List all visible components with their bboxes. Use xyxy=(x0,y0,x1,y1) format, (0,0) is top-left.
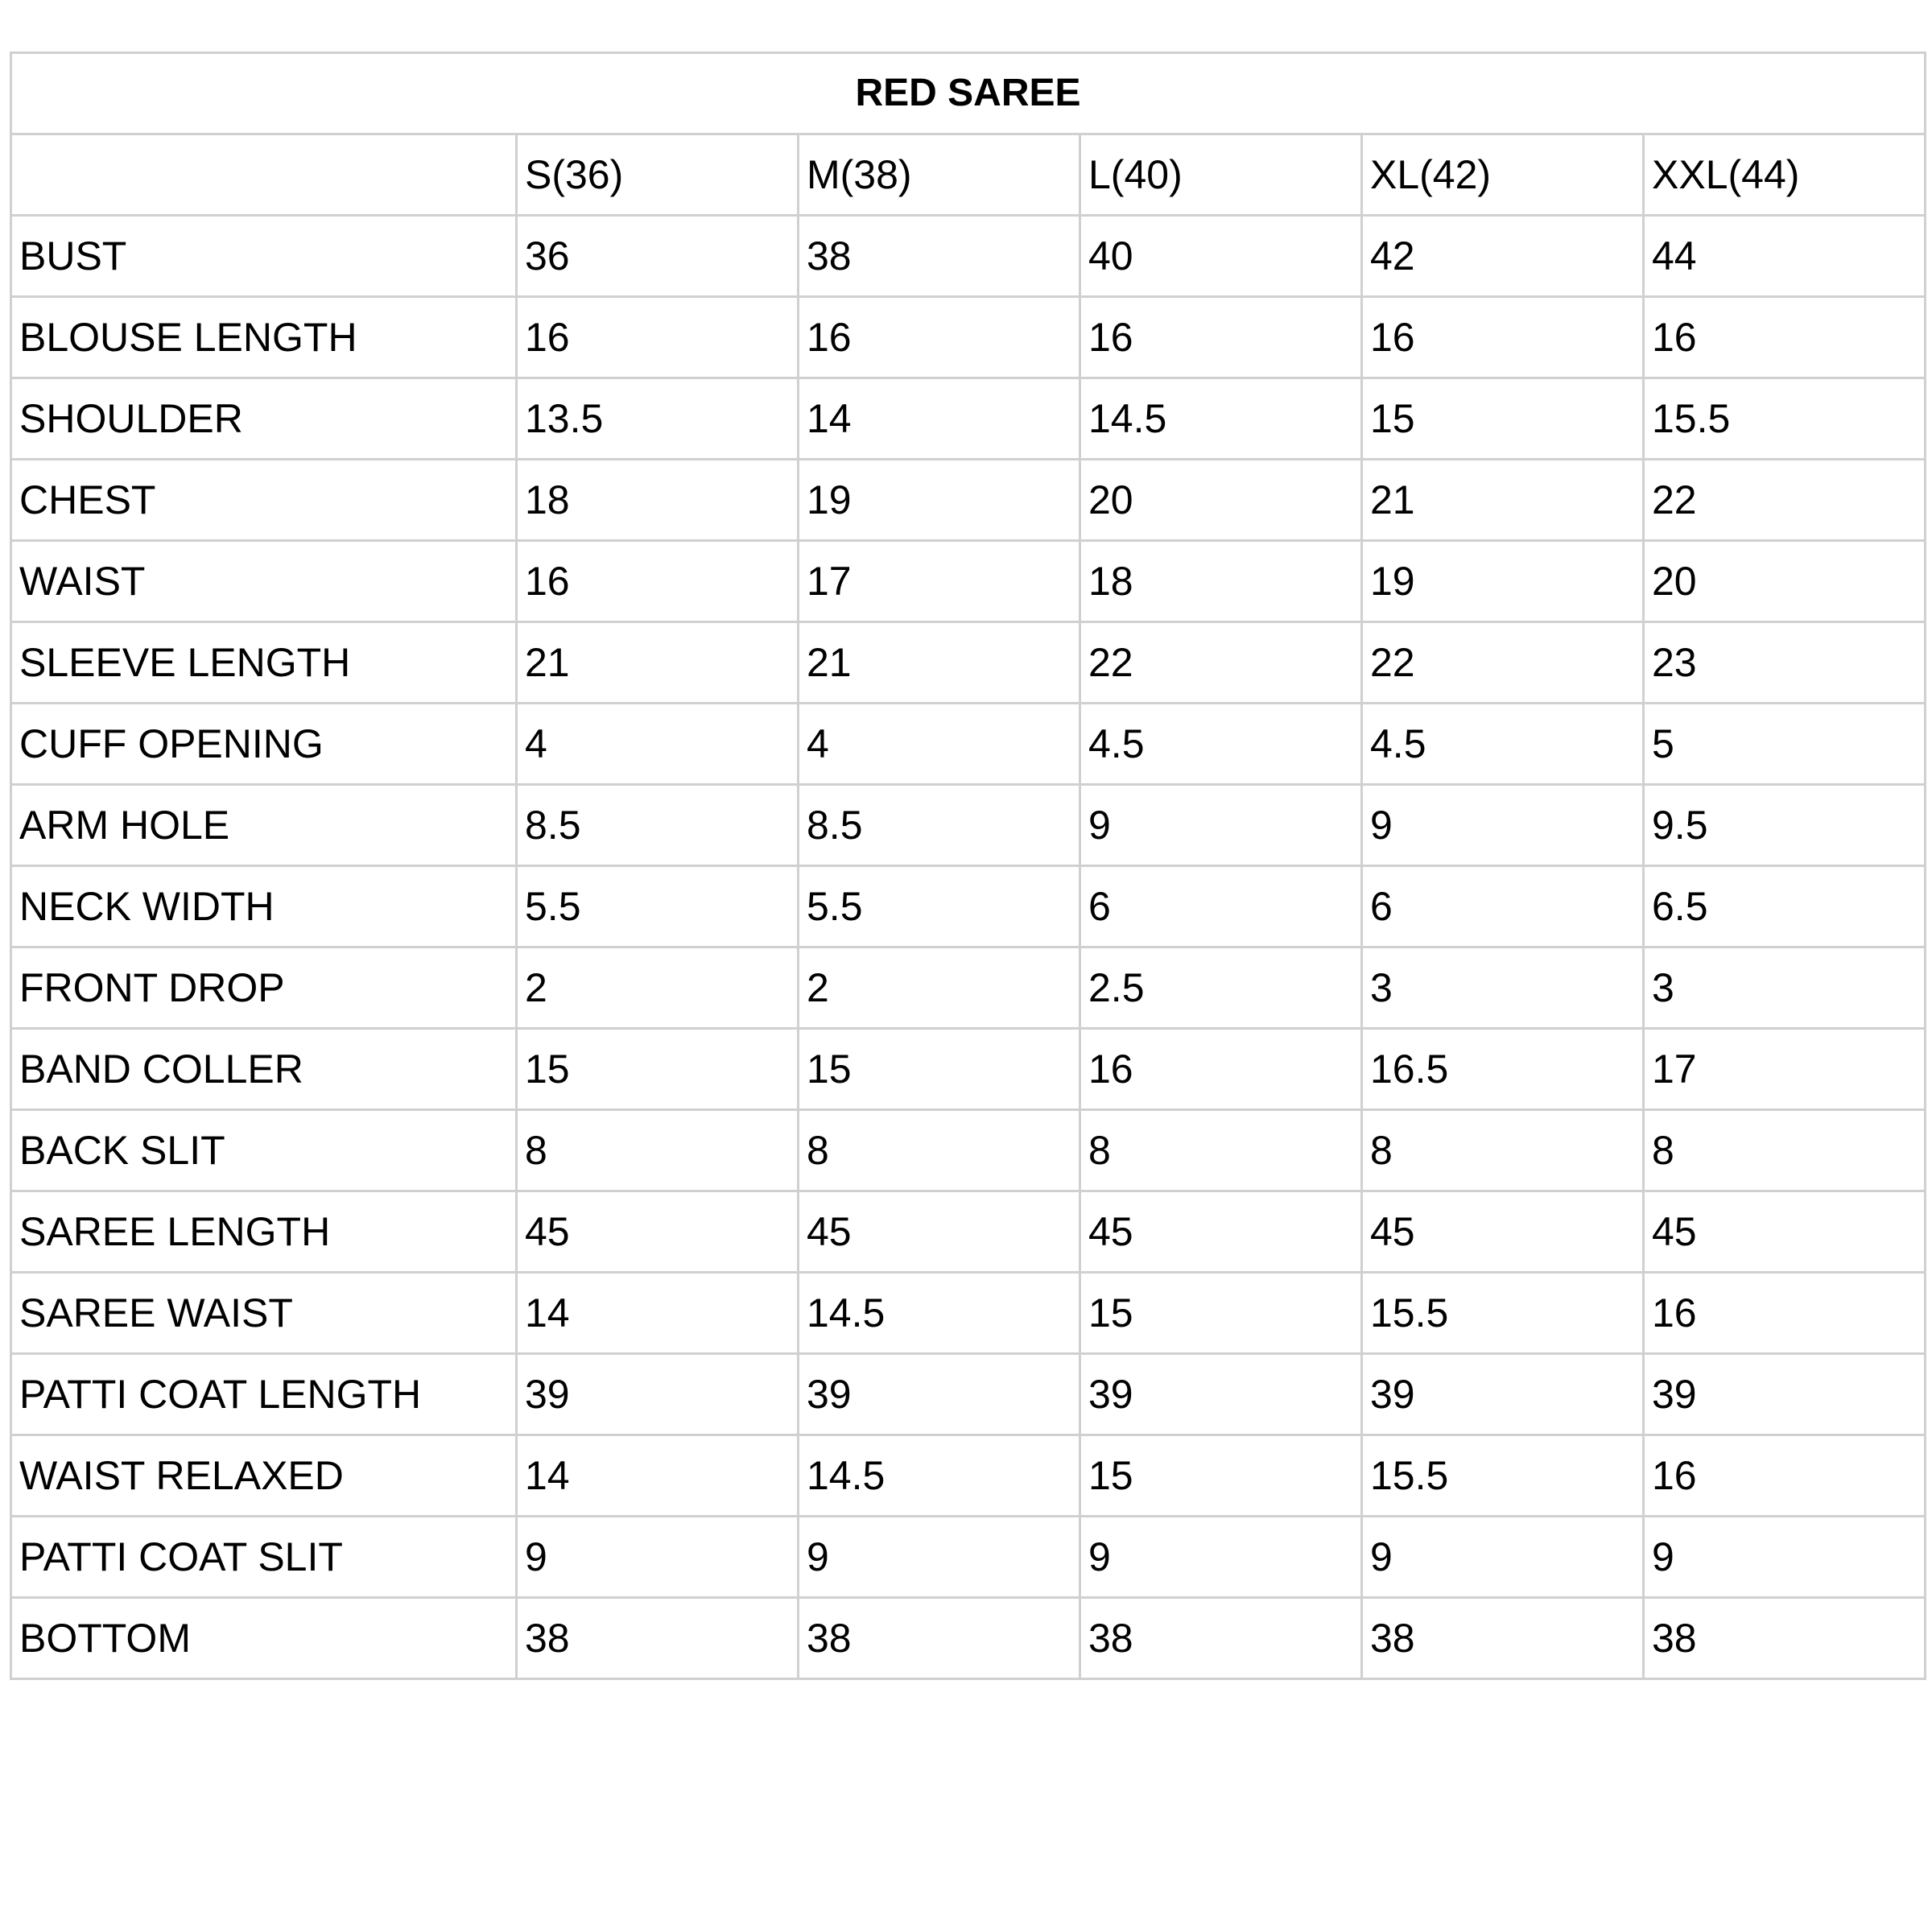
cell-value: 17 xyxy=(1644,1029,1926,1110)
header-cell-l: L(40) xyxy=(1080,134,1362,216)
cell-value: 15 xyxy=(1080,1435,1362,1517)
cell-value: 45 xyxy=(1644,1191,1926,1273)
cell-value: 16 xyxy=(1080,1029,1362,1110)
cell-value: 21 xyxy=(799,622,1080,704)
cell-value: 39 xyxy=(1080,1354,1362,1435)
cell-value: 9 xyxy=(1362,785,1644,866)
table-row xyxy=(11,460,1926,541)
cell-value: 19 xyxy=(1362,541,1644,622)
cell-value: 45 xyxy=(1362,1191,1644,1273)
cell-value: 36 xyxy=(517,216,799,297)
cell-value: 16 xyxy=(1644,1435,1926,1517)
cell-value: 15.5 xyxy=(1362,1273,1644,1354)
cell-value: 16 xyxy=(1644,1273,1926,1354)
cell-value: 3 xyxy=(1644,947,1926,1029)
size-chart-table xyxy=(10,52,1926,1680)
cell-value: 16 xyxy=(517,297,799,378)
cell-value: 2.5 xyxy=(1080,947,1362,1029)
cell-value: 14 xyxy=(517,1435,799,1517)
table-row xyxy=(11,947,1926,1029)
header-cell-xxl: XXL(44) xyxy=(1644,134,1926,216)
row-label: BAND COLLER xyxy=(11,1029,517,1110)
cell-value: 45 xyxy=(1080,1191,1362,1273)
cell-value: 9 xyxy=(1080,1517,1362,1598)
cell-value: 42 xyxy=(1362,216,1644,297)
row-label: SAREE WAIST xyxy=(11,1273,517,1354)
cell-value: 6.5 xyxy=(1644,866,1926,947)
row-label: FRONT DROP xyxy=(11,947,517,1029)
cell-value: 38 xyxy=(1362,1598,1644,1679)
cell-value: 15 xyxy=(799,1029,1080,1110)
cell-value: 20 xyxy=(1644,541,1926,622)
cell-value: 6 xyxy=(1080,866,1362,947)
cell-value: 21 xyxy=(517,622,799,704)
table-row xyxy=(11,866,1926,947)
cell-value: 16 xyxy=(517,541,799,622)
row-label: BACK SLIT xyxy=(11,1110,517,1191)
cell-value: 9 xyxy=(799,1517,1080,1598)
table-row xyxy=(11,1517,1926,1598)
row-label: SLEEVE LENGTH xyxy=(11,622,517,704)
header-cell-s: S(36) xyxy=(517,134,799,216)
header-cell-empty xyxy=(11,134,517,216)
table-row xyxy=(11,1191,1926,1273)
cell-value: 38 xyxy=(1644,1598,1926,1679)
cell-value: 16.5 xyxy=(1362,1029,1644,1110)
cell-value: 2 xyxy=(799,947,1080,1029)
cell-value: 5.5 xyxy=(517,866,799,947)
cell-value: 8 xyxy=(517,1110,799,1191)
cell-value: 39 xyxy=(799,1354,1080,1435)
table-row xyxy=(11,1110,1926,1191)
cell-value: 8.5 xyxy=(799,785,1080,866)
cell-value: 3 xyxy=(1362,947,1644,1029)
row-label: PATTI COAT SLIT xyxy=(11,1517,517,1598)
cell-value: 8 xyxy=(1644,1110,1926,1191)
row-label: BLOUSE LENGTH xyxy=(11,297,517,378)
cell-value: 13.5 xyxy=(517,378,799,460)
table-row xyxy=(11,785,1926,866)
cell-value: 38 xyxy=(1080,1598,1362,1679)
row-label: ARM HOLE xyxy=(11,785,517,866)
cell-value: 22 xyxy=(1362,622,1644,704)
cell-value: 9 xyxy=(517,1517,799,1598)
cell-value: 39 xyxy=(517,1354,799,1435)
cell-value: 9.5 xyxy=(1644,785,1926,866)
cell-value: 5 xyxy=(1644,704,1926,785)
table-row xyxy=(11,1029,1926,1110)
cell-value: 14 xyxy=(517,1273,799,1354)
table-row xyxy=(11,1598,1926,1679)
cell-value: 14 xyxy=(799,378,1080,460)
cell-value: 16 xyxy=(1362,297,1644,378)
cell-value: 14.5 xyxy=(1080,378,1362,460)
table-row xyxy=(11,216,1926,297)
cell-value: 9 xyxy=(1080,785,1362,866)
cell-value: 22 xyxy=(1644,460,1926,541)
cell-value: 20 xyxy=(1080,460,1362,541)
row-label: CUFF OPENING xyxy=(11,704,517,785)
row-label: BUST xyxy=(11,216,517,297)
cell-value: 18 xyxy=(1080,541,1362,622)
cell-value: 8 xyxy=(1362,1110,1644,1191)
header-cell-xl: XL(42) xyxy=(1362,134,1644,216)
cell-value: 45 xyxy=(799,1191,1080,1273)
cell-value: 4.5 xyxy=(1080,704,1362,785)
cell-value: 9 xyxy=(1644,1517,1926,1598)
cell-value: 8 xyxy=(799,1110,1080,1191)
cell-value: 17 xyxy=(799,541,1080,622)
cell-value: 4 xyxy=(799,704,1080,785)
cell-value: 5.5 xyxy=(799,866,1080,947)
cell-value: 22 xyxy=(1080,622,1362,704)
cell-value: 39 xyxy=(1362,1354,1644,1435)
title-row xyxy=(11,53,1926,134)
row-label: BOTTOM xyxy=(11,1598,517,1679)
cell-value: 15.5 xyxy=(1362,1435,1644,1517)
cell-value: 44 xyxy=(1644,216,1926,297)
cell-value: 16 xyxy=(799,297,1080,378)
table-row xyxy=(11,704,1926,785)
table-row xyxy=(11,297,1926,378)
cell-value: 4 xyxy=(517,704,799,785)
cell-value: 16 xyxy=(1644,297,1926,378)
row-label: NECK WIDTH xyxy=(11,866,517,947)
header-cell-m: M(38) xyxy=(799,134,1080,216)
cell-value: 16 xyxy=(1080,297,1362,378)
row-label: WAIST xyxy=(11,541,517,622)
table-row xyxy=(11,1273,1926,1354)
cell-value: 45 xyxy=(517,1191,799,1273)
cell-value: 21 xyxy=(1362,460,1644,541)
cell-value: 4.5 xyxy=(1362,704,1644,785)
cell-value: 38 xyxy=(799,216,1080,297)
table-row xyxy=(11,1435,1926,1517)
cell-value: 39 xyxy=(1644,1354,1926,1435)
cell-value: 14.5 xyxy=(799,1273,1080,1354)
cell-value: 8 xyxy=(1080,1110,1362,1191)
cell-value: 38 xyxy=(799,1598,1080,1679)
row-label: SAREE LENGTH xyxy=(11,1191,517,1273)
cell-value: 23 xyxy=(1644,622,1926,704)
cell-value: 8.5 xyxy=(517,785,799,866)
table-row xyxy=(11,541,1926,622)
row-label: CHEST xyxy=(11,460,517,541)
cell-value: 14.5 xyxy=(799,1435,1080,1517)
cell-value: 15.5 xyxy=(1644,378,1926,460)
row-label: WAIST RELAXED xyxy=(11,1435,517,1517)
cell-value: 15 xyxy=(1080,1273,1362,1354)
cell-value: 2 xyxy=(517,947,799,1029)
cell-value: 19 xyxy=(799,460,1080,541)
table-row xyxy=(11,378,1926,460)
size-chart-body xyxy=(11,53,1926,1679)
cell-value: 40 xyxy=(1080,216,1362,297)
cell-value: 15 xyxy=(517,1029,799,1110)
row-label: PATTI COAT LENGTH xyxy=(11,1354,517,1435)
cell-value: 18 xyxy=(517,460,799,541)
table-row xyxy=(11,622,1926,704)
table-row xyxy=(11,1354,1926,1435)
header-row xyxy=(11,134,1926,216)
table-title: RED SAREE xyxy=(11,53,1926,134)
row-label: SHOULDER xyxy=(11,378,517,460)
cell-value: 38 xyxy=(517,1598,799,1679)
cell-value: 6 xyxy=(1362,866,1644,947)
cell-value: 15 xyxy=(1362,378,1644,460)
cell-value: 9 xyxy=(1362,1517,1644,1598)
